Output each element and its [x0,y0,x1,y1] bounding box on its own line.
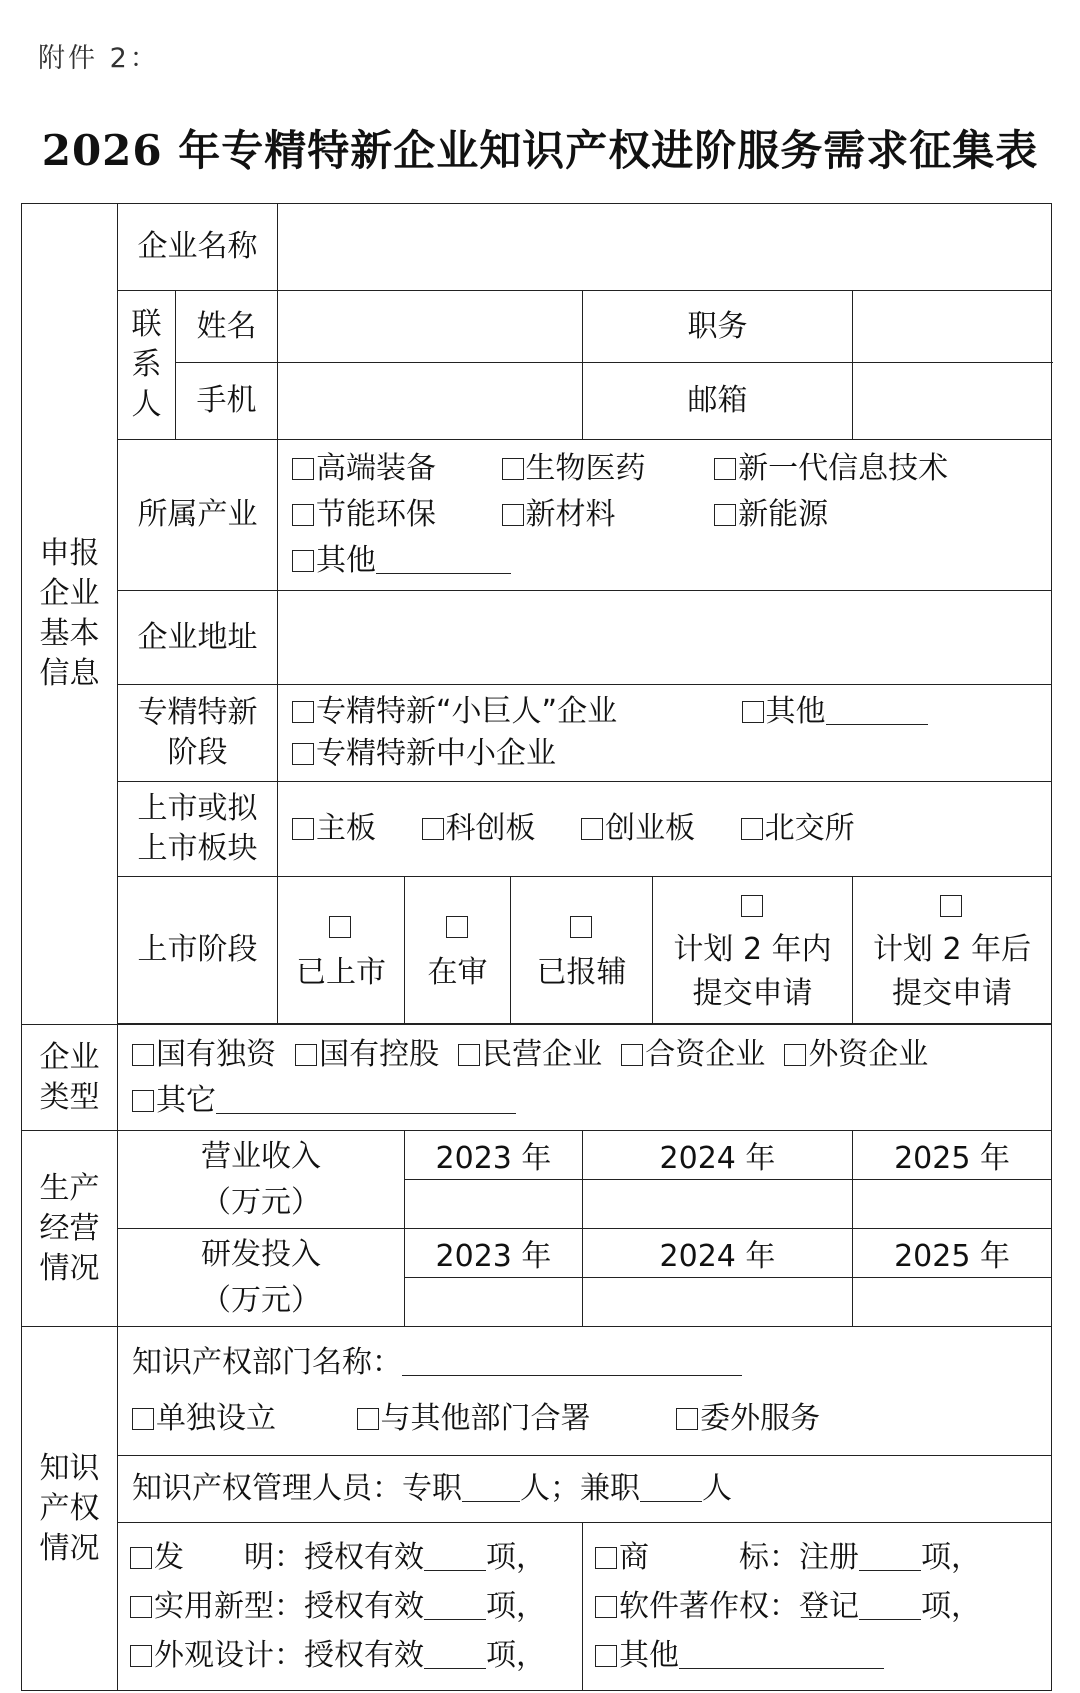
company-type-label-line: 企业 [39,1039,100,1075]
ip-item[interactable] [595,1533,1037,1582]
fulltime-count-blank[interactable] [462,1473,520,1502]
ip-other-cell [583,1523,1052,1691]
ip-item-name: 实用新型 [154,1589,274,1624]
ip-item-text: 登记 [799,1589,859,1624]
checkbox[interactable] [714,504,736,526]
ip-label-text: 知识产权情况 [39,1450,100,1566]
ip-item-name: 商 标 [619,1540,769,1575]
ip-dept-label: 知识产权部门名称： [132,1345,402,1380]
demand-form-table [21,203,1052,1691]
option-label: 已上市 [296,955,386,990]
checkbox[interactable] [595,1596,617,1618]
ip-item[interactable] [595,1582,1037,1631]
checkbox[interactable] [132,1044,154,1066]
stage-options [278,685,1052,782]
option-label: 主板 [316,811,376,846]
colon: ： [274,1638,304,1673]
name-label: 姓名 [176,291,278,363]
option-label: 民营企业 [482,1036,603,1072]
industry-option[interactable] [292,492,492,538]
stage-label [118,685,278,782]
listing-option[interactable] [511,877,653,1024]
rd-value-field[interactable] [405,1278,583,1327]
checkbox[interactable] [621,1044,643,1066]
checkbox[interactable] [357,1408,379,1430]
stage-option[interactable] [292,691,732,733]
checkbox[interactable] [292,458,314,480]
ip-dept-option[interactable] [132,1391,347,1447]
checkbox[interactable] [595,1645,617,1667]
ip-dept-option[interactable] [676,1391,820,1447]
company-type-option[interactable] [621,1032,765,1078]
checkbox[interactable] [130,1596,152,1618]
board-option[interactable] [741,806,855,852]
stage-label-line: 专精特新 [137,695,258,730]
rd-year-header: 2024 年 [583,1229,853,1278]
ip-staff-text: 人 [702,1471,732,1506]
colon: ： [769,1540,799,1575]
listing-option[interactable] [853,877,1052,1024]
checkbox[interactable] [292,818,314,840]
revenue-label-line: （万元） [201,1184,321,1220]
company-type-option[interactable] [784,1032,928,1078]
company-type-option[interactable] [458,1032,602,1078]
operations-label-text: 生产经营情况 [39,1170,100,1286]
ip-item-text: 授权有效 [304,1540,424,1575]
option-label: 科创板 [445,811,536,846]
checkbox[interactable] [292,550,314,572]
position-label: 职务 [583,291,853,363]
section-basic-info [22,204,118,1025]
count-blank[interactable] [424,1542,486,1571]
count-blank[interactable] [859,1542,921,1571]
option-label: 新一代信息技术 [738,451,949,486]
contact-label-text: 联系人 [131,307,162,422]
revenue-value-field[interactable] [853,1180,1052,1229]
ip-item-unit: 项， [921,1589,981,1624]
company-type-option[interactable] [132,1032,276,1078]
ip-staff-text: 知识产权管理人员：专职 [132,1471,462,1506]
option-label: 外资企业 [808,1036,929,1072]
board-label-line: 上市或拟 [137,791,258,826]
ip-item-unit: 项， [486,1589,546,1624]
other-blank[interactable] [826,696,928,725]
revenue-year-header: 2024 年 [583,1131,853,1180]
ip-item-name: 软件著作权 [619,1589,769,1624]
option-label: 其他 [316,543,376,578]
checkbox[interactable] [741,818,763,840]
industry-option[interactable] [714,492,828,538]
option-label: 其他 [765,694,826,729]
parttime-count-blank[interactable] [640,1473,702,1502]
checkbox[interactable] [329,916,351,938]
option-label: 专精特新“小巨人”企业 [316,694,618,729]
company-name-label: 企业名称 [118,204,278,291]
industry-option[interactable] [292,538,511,584]
checkbox[interactable] [502,458,524,480]
checkbox[interactable] [422,818,444,840]
checkbox[interactable] [292,701,314,723]
board-label [118,782,278,877]
industry-option[interactable] [714,446,948,492]
name-field[interactable] [278,291,583,363]
checkbox[interactable] [742,701,764,723]
ip-item-text: 授权有效 [304,1638,424,1673]
checkbox[interactable] [130,1547,152,1569]
option-label: 节能环保 [316,497,436,532]
board-option[interactable] [581,806,731,852]
industry-option[interactable] [292,446,492,492]
checkbox[interactable] [595,1547,617,1569]
ip-staff-row [118,1456,1052,1523]
option-label: 单独设立 [156,1401,276,1436]
revenue-label-line: 营业收入 [201,1138,321,1174]
checkbox[interactable] [295,1044,317,1066]
rd-label [118,1229,405,1327]
revenue-value-field[interactable] [405,1180,583,1229]
checkbox[interactable] [292,743,314,765]
rd-label-line: （万元） [201,1282,321,1318]
listing-option[interactable] [653,877,853,1024]
ip-item-text: 注册 [799,1540,859,1575]
company-type-option[interactable] [295,1032,439,1078]
option-label: 在审 [427,955,488,990]
ip-patents-cell [118,1523,583,1691]
rd-year-header: 2023 年 [405,1229,583,1278]
option-label: 与其他部门合署 [380,1401,591,1436]
phone-label: 手机 [176,363,278,440]
board-options [278,782,1052,877]
ip-item-unit: 项， [486,1540,546,1575]
colon: ： [274,1589,304,1624]
position-field[interactable] [853,291,1052,363]
industry-option[interactable] [502,492,705,538]
company-type-option[interactable] [132,1078,516,1124]
count-blank[interactable] [859,1591,921,1620]
rd-value-field[interactable] [583,1278,853,1327]
listing-stage-label: 上市阶段 [118,877,278,1024]
listing-option[interactable] [278,877,405,1024]
checkbox[interactable] [940,895,962,917]
industry-options [278,440,1052,591]
revenue-label [118,1131,405,1229]
colon: ： [769,1589,799,1624]
option-label: 已报辅 [536,955,627,990]
email-label: 邮箱 [583,363,853,440]
form-title: 2026 年专精特新企业知识产权进阶服务需求征集表 [41,126,1039,175]
address-field[interactable] [278,591,1052,685]
checkbox[interactable] [132,1090,154,1112]
email-field[interactable] [853,363,1052,440]
rd-label-line: 研发投入 [201,1236,321,1272]
company-type-label [22,1025,118,1131]
stage-option[interactable] [292,733,556,775]
other-blank[interactable] [376,545,511,574]
contact-label [118,291,176,440]
checkbox[interactable] [581,818,603,840]
option-label: 新能源 [738,497,829,532]
ip-item[interactable] [130,1631,568,1680]
rd-year-header: 2025 年 [853,1229,1052,1278]
ip-item-unit: 项， [921,1540,981,1575]
ip-item[interactable] [130,1533,568,1582]
revenue-year-header: 2023 年 [405,1131,583,1180]
option-label: 其它 [156,1082,216,1118]
checkbox[interactable] [292,504,314,526]
ip-dept-option[interactable] [357,1391,667,1447]
checkbox[interactable] [502,504,524,526]
section-basic-info-label: 申报企业基本信息 [39,536,100,691]
option-label: 北交所 [764,811,855,846]
checkbox[interactable] [130,1645,152,1667]
revenue-year-header: 2025 年 [853,1131,1052,1180]
other-blank[interactable] [679,1640,884,1669]
ip-item-unit: 项， [486,1638,546,1673]
ip-staff-text: 人；兼职 [520,1471,640,1506]
checkbox[interactable] [446,916,468,938]
ip-dept-row [118,1327,1052,1456]
operations-label [22,1131,118,1327]
option-label: 创业板 [605,811,696,846]
checkbox[interactable] [570,916,592,938]
company-type-label-line: 类型 [39,1079,100,1115]
checkbox[interactable] [458,1044,480,1066]
checkbox[interactable] [741,895,763,917]
address-label: 企业地址 [118,591,278,685]
ip-item-name: 发 明 [154,1540,274,1575]
industry-label: 所属产业 [118,440,278,591]
board-option[interactable] [422,806,572,852]
option-label: 计划 2 年后提交申请 [872,932,1032,1011]
rd-value-field[interactable] [853,1278,1052,1327]
company-type-options [118,1025,1052,1131]
option-label: 专精特新中小企业 [316,736,556,771]
colon: ： [274,1540,304,1575]
option-label: 新材料 [525,497,616,532]
board-label-line: 上市板块 [137,831,258,866]
ip-item-name: 其他 [619,1638,679,1673]
attachment-label: 附件 2： [38,43,160,74]
option-label: 委外服务 [700,1401,821,1436]
ip-label [22,1327,118,1691]
option-label: 国有独资 [156,1036,276,1072]
option-label: 国有控股 [319,1036,440,1072]
checkbox[interactable] [676,1408,698,1430]
checkbox[interactable] [784,1044,806,1066]
checkbox[interactable] [132,1408,154,1430]
option-label: 高端装备 [316,451,436,486]
option-label: 合资企业 [645,1036,766,1072]
count-blank[interactable] [424,1640,486,1669]
revenue-value-field[interactable] [583,1180,853,1229]
ip-item-text: 授权有效 [304,1589,424,1624]
stage-option[interactable] [742,691,928,733]
ip-item[interactable] [130,1582,568,1631]
option-label: 生物医药 [525,451,646,486]
company-name-field[interactable] [278,204,1052,291]
other-blank[interactable] [216,1085,516,1114]
option-label: 计划 2 年内提交申请 [673,932,832,1011]
checkbox[interactable] [714,458,736,480]
ip-item-name: 外观设计 [154,1638,274,1673]
board-option[interactable] [292,806,412,852]
ip-item[interactable] [595,1631,1037,1680]
listing-option[interactable] [405,877,511,1024]
count-blank[interactable] [424,1591,486,1620]
industry-option[interactable] [502,446,705,492]
stage-label-line: 阶段 [167,735,228,770]
phone-field[interactable] [278,363,583,440]
ip-dept-name-blank[interactable] [402,1347,742,1376]
